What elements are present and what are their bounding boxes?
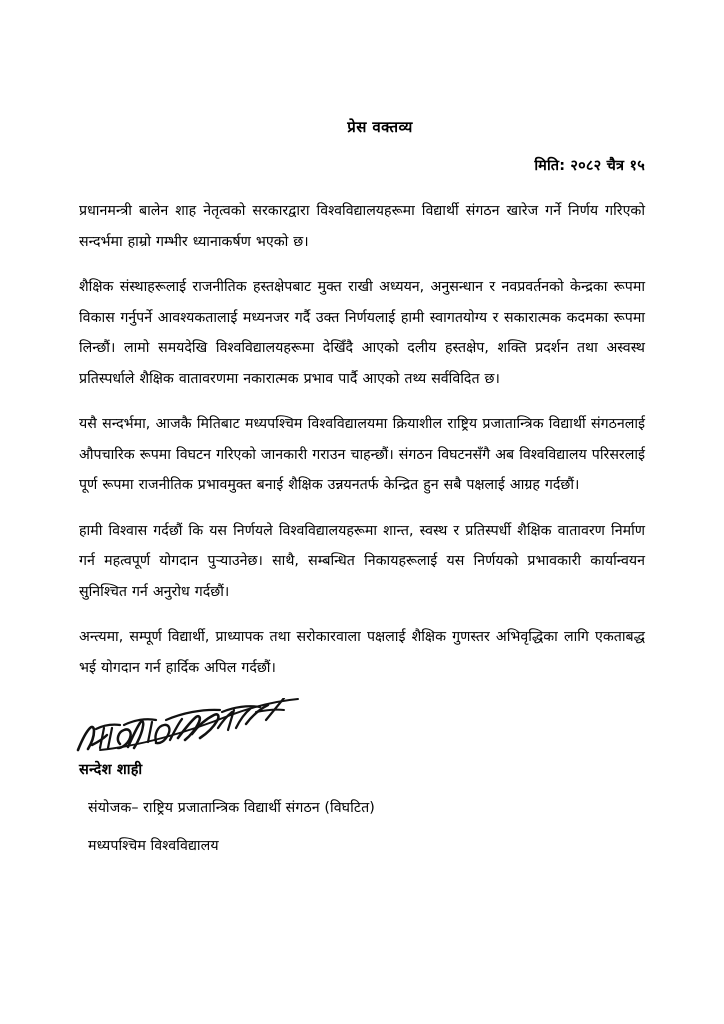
document-body <box>79 196 645 683</box>
body-paragraph-3: यसै सन्दर्भमा, आजकै मितिबाट मध्यपश्चिम विश्वविद्यालयमा क्रियाशील राष्ट्रिय प्रजातान्त्रिक विद्यार्थी संगठनलाई औपचारिक रूपमा विघटन गरिएको जानकारी गराउन चाहन्छौं। संगठन विघटनसँगै अब विश्वविद्यालय परिसरलाई पूर्ण रूपमा राजनीतिक प्रभावमुक्त बनाई शैक्षिक उन्नयनतर्फ केन्द्रित हुन सबै पक्षलाई आग्रह गर्दछौं। <box>79 416 645 493</box>
signer-name: सन्देश शाही <box>79 762 143 778</box>
signature-area <box>70 698 400 768</box>
document-date: मिति: २०८२ चैत्र १५ <box>534 158 645 174</box>
body-paragraph-5: अन्त्यमा, सम्पूर्ण विद्यार्थी, प्राध्यापक तथा सरोकारवाला पक्षलाई शैक्षिक गुणस्तर अभिवृद्धिका लागि एकताबद्ध भई योगदान गर्न हार्दिक अपिल गर्दछौं। <box>79 629 645 676</box>
body-paragraph-2: शैक्षिक संस्थाहरूलाई राजनीतिक हस्तक्षेपबाट मुक्त राखी अध्ययन, अनुसन्धान र नवप्रवर्तनको केन्द्रका रूपमा विकास गर्नुपर्ने आवश्यकतालाई मध्यनजर गर्दै उक्त निर्णयलाई हामी स्वागतयोग्य र सकारात्मक कदमका रूपमा लिन्छौं। लामो समयदेखि विश्वविद्यालयहरूमा देखिँदै आएको दलीय हस्तक्षेप, शक्ति प्रदर्शन तथा अस्वस्थ प्रतिस्पर्धाले शैक्षिक वातावरणमा नकारात्मक प्रभाव पार्दै आएको तथ्य सर्वविदित छ। <box>79 279 645 387</box>
body-paragraph-1: प्रधानमन्त्री बालेन शाह नेतृत्वको सरकारद्वारा विश्वविद्यालयहरूमा विद्यार्थी संगठन खारेज गर्ने निर्णय गरिएको सन्दर्भमा हाम्रो गम्भीर ध्यानाकर्षण भएको छ। <box>79 203 645 250</box>
handwritten-signature-icon <box>70 698 400 768</box>
body-paragraph-4: हामी विश्वास गर्दछौं कि यस निर्णयले विश्वविद्यालयहरूमा शान्त, स्वस्थ र प्रतिस्पर्धी शैक्षिक वातावरण निर्माण गर्न महत्वपूर्ण योगदान पुऱ्याउनेछ। साथै, सम्बन्धित निकायहरूलाई यस निर्णयको प्रभावकारी कार्यान्वयन सुनिश्चित गर्न अनुरोध गर्दछौं। <box>79 522 645 600</box>
page-title: प्रेस वक्तव्य <box>347 118 413 136</box>
signer-organization: मध्यपश्चिम विश्वविद्यालय <box>88 838 219 854</box>
signer-role: संयोजक– राष्ट्रिय प्रजातान्त्रिक विद्यार्थी संगठन (विघटित) <box>88 800 375 816</box>
